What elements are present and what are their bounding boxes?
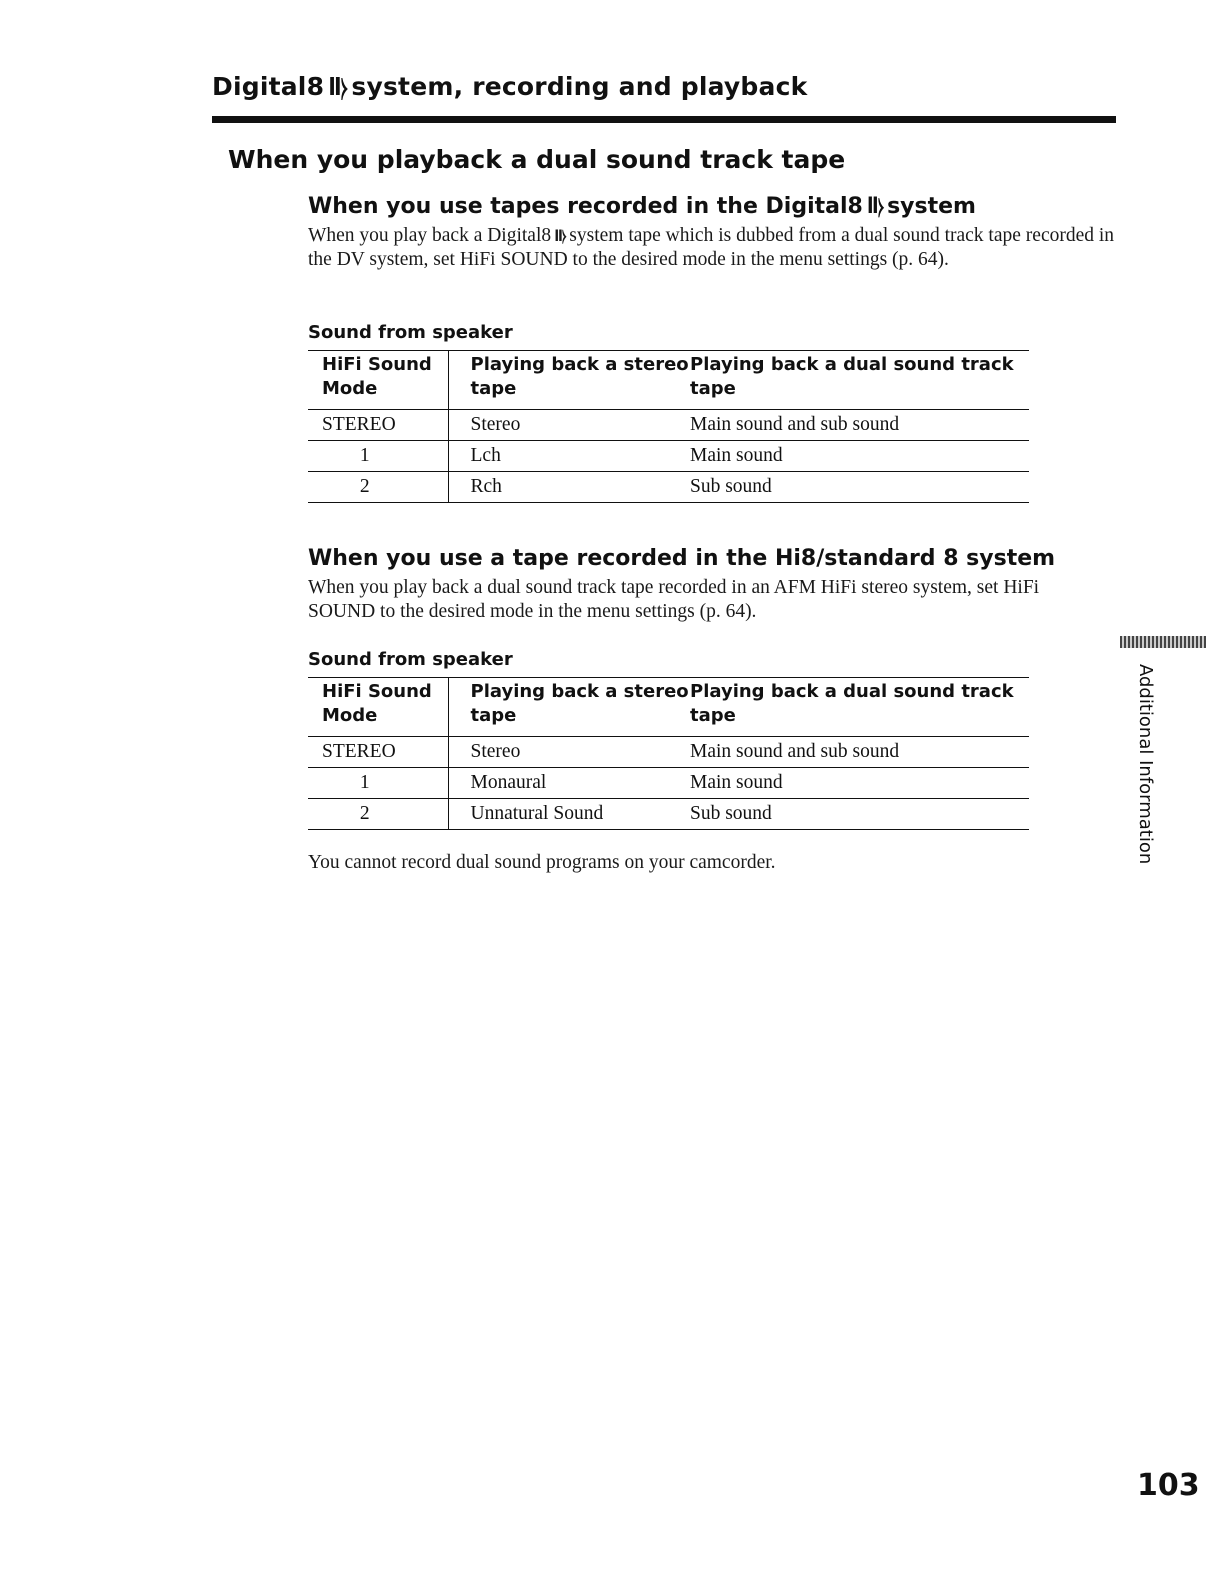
table-row bbox=[308, 441, 1029, 472]
digital8-logo-icon: Ⅱ⧽ bbox=[554, 226, 566, 245]
column-header: HiFi Sound Mode bbox=[308, 351, 448, 410]
table-row bbox=[308, 472, 1029, 503]
column-header: Playing back a dual sound track tape bbox=[690, 354, 1014, 399]
section1-heading-text-1: When you use tapes recorded in the Digital8 bbox=[308, 194, 863, 219]
table-cell: 1 bbox=[308, 768, 448, 799]
side-tab bbox=[1128, 664, 1158, 864]
header-rule bbox=[212, 116, 1116, 123]
running-header bbox=[212, 72, 807, 102]
column-header: Playing back a stereo tape bbox=[470, 681, 689, 726]
table-cell: Rch bbox=[470, 476, 502, 497]
column-header: Playing back a dual sound track tape bbox=[690, 681, 1014, 726]
table-cell: 1 bbox=[308, 441, 448, 472]
section2-heading: When you use a tape recorded in the Hi8/standard 8 system bbox=[308, 546, 1056, 571]
page-number: 103 bbox=[1137, 1468, 1200, 1503]
table-cell: 2 bbox=[308, 472, 448, 503]
digital8-logo-icon: Ⅱ⧽ bbox=[328, 72, 348, 101]
table2-caption: Sound from speaker bbox=[308, 649, 513, 670]
table-cell: Main sound bbox=[690, 445, 783, 466]
sound-table-1 bbox=[308, 350, 1029, 503]
table-cell: Stereo bbox=[470, 414, 521, 435]
running-header-text-2: system, recording and playback bbox=[351, 72, 808, 101]
column-header: Playing back a stereo tape bbox=[470, 354, 689, 399]
table-header-row bbox=[308, 678, 1029, 737]
section1-body-1: When you play back a Digital8 bbox=[308, 225, 552, 246]
section1-heading bbox=[308, 194, 976, 219]
section1-body-2: system tape which is dubbed from a dual sound track tape recorded in the DV system, set HiFi SOUND to the desired mode in the menu settings (p. 64). bbox=[308, 225, 1115, 270]
table-row bbox=[308, 737, 1029, 768]
page-title: When you playback a dual sound track tape bbox=[228, 145, 846, 174]
sound-table-2 bbox=[308, 677, 1029, 830]
table-row bbox=[308, 768, 1029, 799]
table-row bbox=[308, 799, 1029, 830]
table-cell: STEREO bbox=[308, 737, 448, 768]
table-cell: Sub sound bbox=[690, 476, 772, 497]
table1-caption: Sound from speaker bbox=[308, 322, 513, 343]
table-cell: Main sound bbox=[690, 772, 783, 793]
table-cell: 2 bbox=[308, 799, 448, 830]
column-header: HiFi Sound Mode bbox=[308, 678, 448, 737]
table-row bbox=[308, 410, 1029, 441]
table-cell: Main sound and sub sound bbox=[690, 741, 900, 762]
running-header-text-1: Digital8 bbox=[212, 72, 325, 101]
digital8-logo-icon: Ⅱ⧽ bbox=[866, 194, 884, 219]
note-text: You cannot record dual sound programs on your camcorder. bbox=[308, 852, 776, 873]
section2-paragraph: When you play back a dual sound track tape recorded in an AFM HiFi stereo system, set HiFi SOUND to the desired mode in the menu settings (p. 64). bbox=[308, 577, 1040, 622]
table-header-row bbox=[308, 351, 1029, 410]
section1-paragraph bbox=[308, 224, 1118, 272]
side-tab-label: Additional Information bbox=[1135, 664, 1156, 865]
table-cell: Sub sound bbox=[690, 803, 772, 824]
table-cell: Unnatural Sound bbox=[470, 803, 604, 824]
table-cell: Stereo bbox=[470, 741, 521, 762]
side-tab-marker bbox=[1120, 636, 1206, 648]
table-cell: Monaural bbox=[470, 772, 547, 793]
table-cell: STEREO bbox=[308, 410, 448, 441]
table-cell: Main sound and sub sound bbox=[690, 414, 900, 435]
table-cell: Lch bbox=[470, 445, 501, 466]
section1-heading-text-2: system bbox=[887, 194, 976, 219]
